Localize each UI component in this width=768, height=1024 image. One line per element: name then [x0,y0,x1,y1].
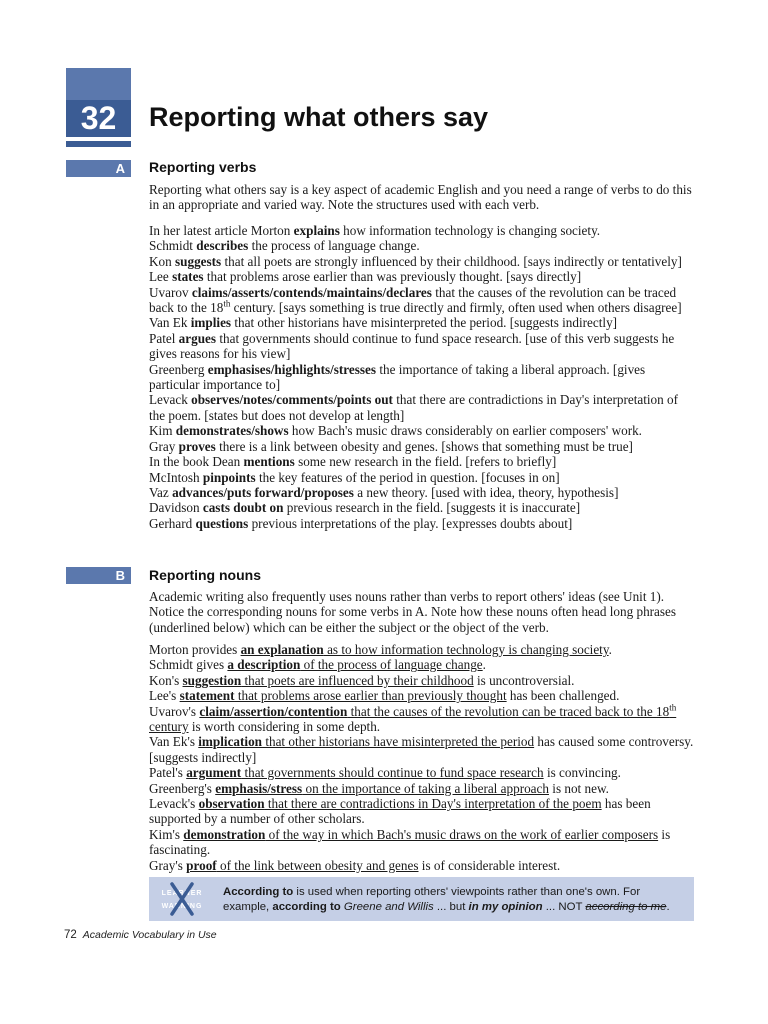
section-a-intro: Reporting what others say is a key aspect of academic English and you need a range of verbs to do this in an appropriate and varied way. Note the structures used with each verb. [149,182,692,213]
line-rest: that problems arose earlier than was previously thought. [says directly] [203,269,582,285]
underlined-phrase [227,657,482,672]
reporting-verb: demonstrates/shows [175,423,289,439]
example-line [149,392,694,423]
noun-phrase: that problems arose earlier than previously thought [234,688,507,704]
line-subject: In her latest article Morton [149,223,294,238]
example-line [149,781,694,796]
reporting-verb: argues [178,330,217,346]
line-rest: there is a link between obesity and genes. [shows that something must be true] [215,438,633,454]
line-subject: McIntosh [149,469,203,485]
example-line [149,673,694,688]
noun-phrase: of the process of language change [300,657,483,673]
line-subject: Kim [149,423,176,439]
noun-phrase: as to how information technology is changing society [323,642,609,657]
page-number: 72 [64,929,77,941]
reporting-verb: advances/puts forward/proposes [172,484,354,500]
example-line [149,485,694,500]
example-line [149,500,694,515]
example-line [149,423,694,438]
noun-phrase: that there are contradictions in Day's interpretation of the poem [264,796,602,812]
example-line [149,688,694,703]
reporting-verb: explains [293,223,340,238]
line-rest: . [608,642,612,657]
reporting-noun: implication [198,734,263,750]
svg-text:LEARNER: LEARNER [161,890,203,897]
reporting-verb: pinpoints [202,469,256,485]
line-rest: is not new. [548,780,609,796]
reporting-noun: demonstration [183,826,266,842]
underlined-phrase [183,673,474,688]
line-subject: Greenberg [149,361,208,377]
line-subject: Levack [149,392,192,408]
section-a-examples [149,223,694,531]
line-rest: that other historians have misinterpreted the period. [suggests indirectly] [231,315,618,331]
example-line [149,796,694,827]
example-line [149,827,694,858]
reporting-noun: argument [186,765,242,781]
line-subject: Van Ek [149,315,191,331]
line-rest: has been supported by a number of other scholars. [149,796,651,827]
noun-phrase: on the importance of taking a liberal approach [302,780,549,796]
line-subject: Gray's [149,857,187,873]
warning-example-italic: Greene and Willis [340,901,434,913]
line-subject: Patel's [149,765,187,781]
reporting-noun: a description [227,657,301,673]
section-b-tab: B [66,567,131,584]
unit-block-top [66,68,131,100]
line-rest: . [482,657,486,673]
example-line [149,362,694,393]
line-subject: Uvarov's [149,703,200,719]
example-line [149,454,694,469]
reporting-noun: statement [179,688,235,704]
line-rest: is of considerable interest. [418,857,561,873]
line-subject: Patel [149,330,179,346]
example-line [149,254,694,269]
section-a-heading: Reporting verbs [149,159,257,175]
underlined-phrase [199,796,602,811]
reporting-verb: describes [196,238,249,254]
underlined-phrase [183,827,658,842]
example-line [149,439,694,454]
noun-phrase: that other historians have misinterpreted the period [262,734,535,750]
line-subject: Kon's [149,672,183,688]
underlined-phrase [186,858,418,873]
line-rest: that the causes of the revolution can be traced back to the 18th century. [says something is true directly and firmly, often used when others disagree] [149,284,682,316]
svg-text:WARNING: WARNING [161,903,203,910]
line-rest: some new research in the field. [refers to briefly] [294,454,557,470]
line-subject: Lee's [149,688,180,704]
underlined-phrase [241,642,609,657]
line-rest: that there are contradictions in Day's interpretation of the poem. [states but does not develop at length] [149,392,679,423]
warning-text-1: is used when reporting others' viewpoints rather than one's own. For example, [223,886,641,913]
example-line [149,657,694,672]
line-subject: Schmidt gives [149,657,228,673]
line-subject: Greenberg's [149,780,216,796]
warning-example-period: . [666,901,670,913]
line-rest: is uncontroversial. [473,672,575,688]
unit-number: 32 [66,100,131,137]
reporting-noun: observation [198,796,265,812]
example-line [149,765,694,780]
reporting-verb: emphasises/highlights/stresses [207,361,377,377]
underlined-phrase [186,765,543,780]
line-rest: the importance of taking a liberal approach. [gives particular importance to] [149,361,646,393]
noun-phrase: that the causes of the revolution can be traced back to the 18th century [149,702,677,735]
line-rest: a new theory. [used with idea, theory, hypothesis] [353,484,619,500]
underlined-phrase [198,734,534,749]
warning-example-end: ... NOT [542,901,586,913]
reporting-verb: questions [195,515,249,531]
book-title: Academic Vocabulary in Use [82,929,217,941]
line-subject: Kon [149,253,176,269]
example-line [149,516,694,531]
reporting-verb: observes/notes/comments/points out [191,392,393,408]
section-b-examples [149,642,694,873]
noun-phrase: that governments should continue to fund space research [241,765,544,781]
line-rest: is worth considering in some depth. [188,719,381,735]
reporting-verb: mentions [243,454,295,470]
example-line [149,223,694,238]
underlined-phrase [215,781,549,796]
section-b-intro: Academic writing also frequently uses nouns rather than verbs to report others' ideas (see Unit 1). Notice the corresponding nouns for some verbs in A. Note how these nouns often head long phrases (underlined below) which can be either the subject or the object of the verb. [149,589,677,635]
line-subject: Gerhard [149,515,196,531]
reporting-verb: states [172,269,204,285]
underlined-phrase [180,688,507,703]
learner-warning-icon [152,880,212,918]
line-subject: Van Ek's [149,734,199,750]
reporting-verb: casts doubt on [202,500,284,516]
line-rest: is convincing. [543,765,621,781]
line-subject: Morton provides [149,642,241,657]
example-line [149,470,694,485]
line-rest: has been challenged. [506,688,620,704]
warning-example-mid: ... but [433,901,469,913]
line-rest: is fascinating. [149,826,671,858]
line-subject: Davidson [149,500,203,516]
example-line [149,642,694,657]
warning-example-bold-1: according to [272,901,341,913]
example-line [149,734,694,765]
reporting-noun: suggestion [182,672,242,688]
line-rest: how Bach's music draws considerably on earlier composers' work. [288,423,642,439]
noun-phrase: of the way in which Bach's music draws on the work of earlier composers [265,826,659,842]
line-rest: how information technology is changing society. [339,223,601,238]
learner-warning-text [223,885,683,915]
line-rest: that all poets are strongly influenced by their childhood. [says indirectly or tentatively] [221,253,682,269]
example-line [149,704,694,735]
line-subject: Gray [149,438,179,454]
example-line [149,331,694,362]
line-subject: Kim's [149,826,184,842]
page-footer [64,929,217,941]
reporting-verb: proves [178,438,216,454]
unit-block-bar [66,141,131,147]
line-rest: that governments should continue to fund space research. [use of this verb suggests he gives reasons for his view] [149,330,675,362]
reporting-verb: suggests [175,253,222,269]
reporting-verb: claims/asserts/contends/maintains/declares [191,284,432,300]
section-b-heading: Reporting nouns [149,567,261,583]
reporting-noun: proof [186,857,217,873]
example-line [149,858,694,873]
example-line [149,269,694,284]
line-subject: Lee [149,269,173,285]
reporting-noun: emphasis/stress [215,780,303,796]
reporting-noun: claim/assertion/contention [199,703,348,719]
page-title: Reporting what others say [149,102,489,132]
reporting-verb: implies [190,315,232,331]
example-line [149,238,694,253]
warning-example-wrong: according to me [585,901,667,913]
reporting-noun: an explanation [240,642,324,657]
line-subject: Schmidt [149,238,197,254]
line-subject: Uvarov [149,284,192,300]
line-rest: previous research in the field. [suggests it is inaccurate] [283,500,581,516]
line-rest: has caused some controversy. [suggests indirectly] [149,734,694,765]
line-subject: In the book Dean [149,454,244,470]
warning-term: According to [223,886,294,898]
line-rest: the key features of the period in question. [focuses in on] [255,469,560,485]
line-subject: Vaz [149,484,173,500]
example-line [149,285,694,316]
line-rest: previous interpretations of the play. [expresses doubts about] [248,515,573,531]
line-subject: Levack's [149,796,199,812]
example-line [149,315,694,330]
section-a-tab: A [66,160,131,177]
warning-example-bold-2: in my opinion [468,901,543,913]
noun-phrase: of the link between obesity and genes [216,857,419,873]
line-rest: the process of language change. [248,238,420,254]
noun-phrase: that poets are influenced by their childhood [241,672,474,688]
